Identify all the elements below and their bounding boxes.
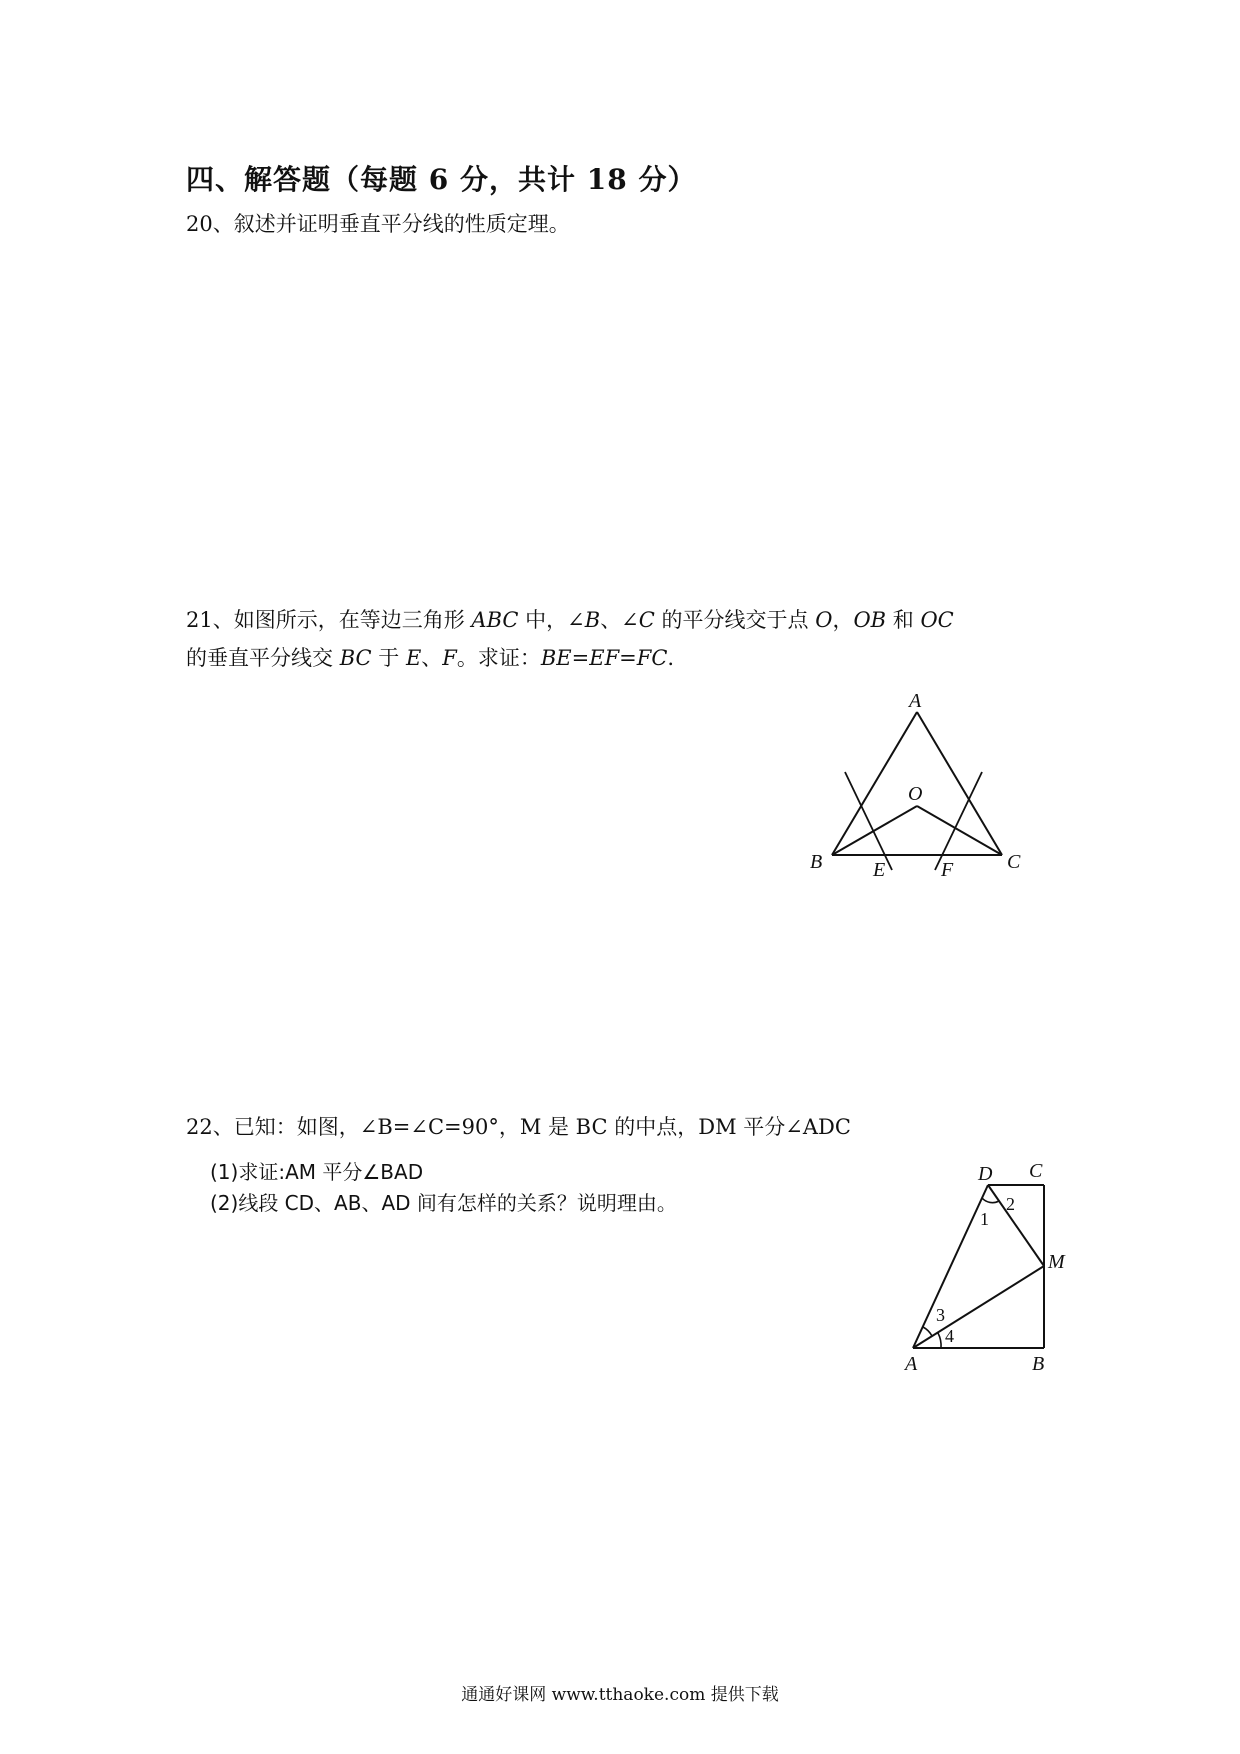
label-a: A	[905, 1353, 918, 1375]
label-b: B	[1032, 1353, 1045, 1375]
question-21-line-2: 的垂直平分线交 BC 于 E、F。求证：BE=EF=FC.	[186, 646, 675, 670]
figure-triangle-abc	[800, 688, 1070, 888]
question-22-part-2: (2)线段 CD、AB、AD 间有怎样的关系？说明理由。	[210, 1191, 677, 1215]
label-c: C	[1029, 1160, 1043, 1182]
label-e: E	[873, 859, 886, 881]
question-21-line-1: 21、如图所示，在等边三角形 ABC 中，∠B、∠C 的平分线交于点 O，OB 和 OC	[186, 608, 954, 632]
segment-oc	[917, 806, 1002, 855]
question-20: 20、叙述并证明垂直平分线的性质定理。	[186, 212, 570, 236]
angle-arc-a-upper	[923, 1327, 932, 1336]
angle-label-3: 3	[936, 1305, 945, 1325]
angle-label-4: 4	[945, 1326, 954, 1346]
angle-label-2: 2	[1006, 1194, 1015, 1214]
angle-label-1: 1	[980, 1209, 989, 1229]
label-m: M	[1048, 1251, 1065, 1273]
label-a: A	[909, 690, 922, 712]
angle-arc-a-lower	[938, 1333, 941, 1348]
label-c: C	[1007, 851, 1021, 873]
segment-ac	[917, 712, 1002, 855]
question-22-part-1: (1)求证:AM 平分∠BAD	[210, 1160, 424, 1184]
label-b: B	[810, 851, 823, 873]
label-d: D	[978, 1163, 993, 1185]
section-title: 四、解答题（每题 6 分，共计 18 分）	[186, 163, 697, 196]
label-f: F	[941, 859, 954, 881]
segment-ob	[832, 806, 917, 855]
question-22-stem: 22、已知：如图，∠B=∠C=90°，M 是 BC 的中点，DM 平分∠ADC	[186, 1115, 851, 1139]
footer-source: 通通好课网 www.tthaoke.com 提供下载	[461, 1685, 779, 1705]
figure-trapezoid-abcd	[895, 1155, 1080, 1385]
label-o: O	[908, 783, 923, 805]
segment-dm	[988, 1185, 1044, 1266]
